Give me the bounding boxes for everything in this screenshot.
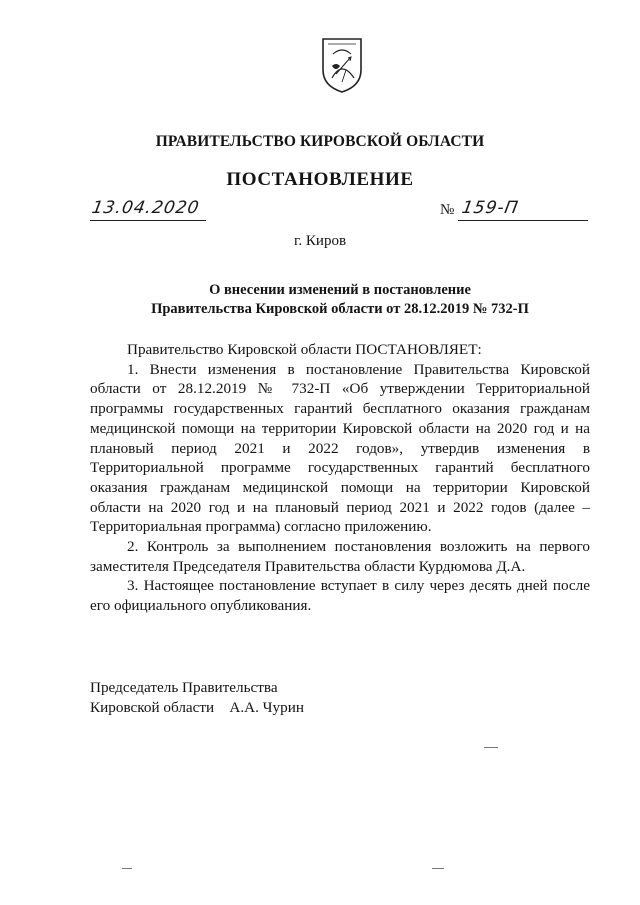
signature-title: Председатель Правительства — [90, 679, 278, 696]
document-body — [90, 340, 590, 616]
signature-name: Кировской области А.А. Чурин — [90, 698, 304, 716]
body-item-1: 1. Внести изменения в постановление Правительства Кировской области от 28.12.2019 № 732-П «Об утверждении Территориальной программы государственных гарантий бесплатного оказания гражданам медицинской помощи на территории Кировской области на 2020 год и на плановый период 2021 и 2022 годов», утвердив изменения в Территориальной программе государственных гарантий бесплатного оказания гражданам медицинской помощи на территории Кировской области на 2020 год и на плановый период 2021 и 2022 годов (далее – Территориальная программа) согласно приложению. — [90, 360, 590, 536]
body-item-3: 3. Настоящее постановление вступает в силу через десять дней после его официального опубликования. — [90, 577, 590, 615]
handwritten-date: 13.04.2020 — [90, 198, 202, 218]
scan-artifact — [122, 868, 132, 869]
scan-artifact — [484, 747, 498, 748]
date-field — [90, 198, 206, 221]
document-type-title: ПОСТАНОВЛЕНИЕ — [226, 169, 414, 190]
body-intro: Правительство Кировской области ПОСТАНОВЛЯЕТ: — [127, 341, 482, 358]
handwritten-number: 159-П — [460, 198, 521, 218]
number-label: № — [440, 202, 455, 218]
subject-line-1: О внесении изменений в постановление — [209, 282, 471, 298]
city-line: г. Киров — [293, 233, 347, 249]
organization-title: ПРАВИТЕЛЬСТВО КИРОВСКОЙ ОБЛАСТИ — [155, 133, 485, 150]
subject-line-2: Правительства Кировской области от 28.12.2019 № 732-П — [151, 301, 529, 317]
number-field — [458, 198, 588, 221]
scan-artifact — [432, 868, 444, 869]
body-item-2: 2. Контроль за выполнением постановления возложить на первого заместителя Председателя Правительства области Курдюмова Д.А. — [90, 538, 590, 575]
signature-block — [90, 678, 304, 717]
document-subject — [90, 281, 590, 319]
kirov-region-coat-of-arms-icon — [320, 36, 364, 94]
